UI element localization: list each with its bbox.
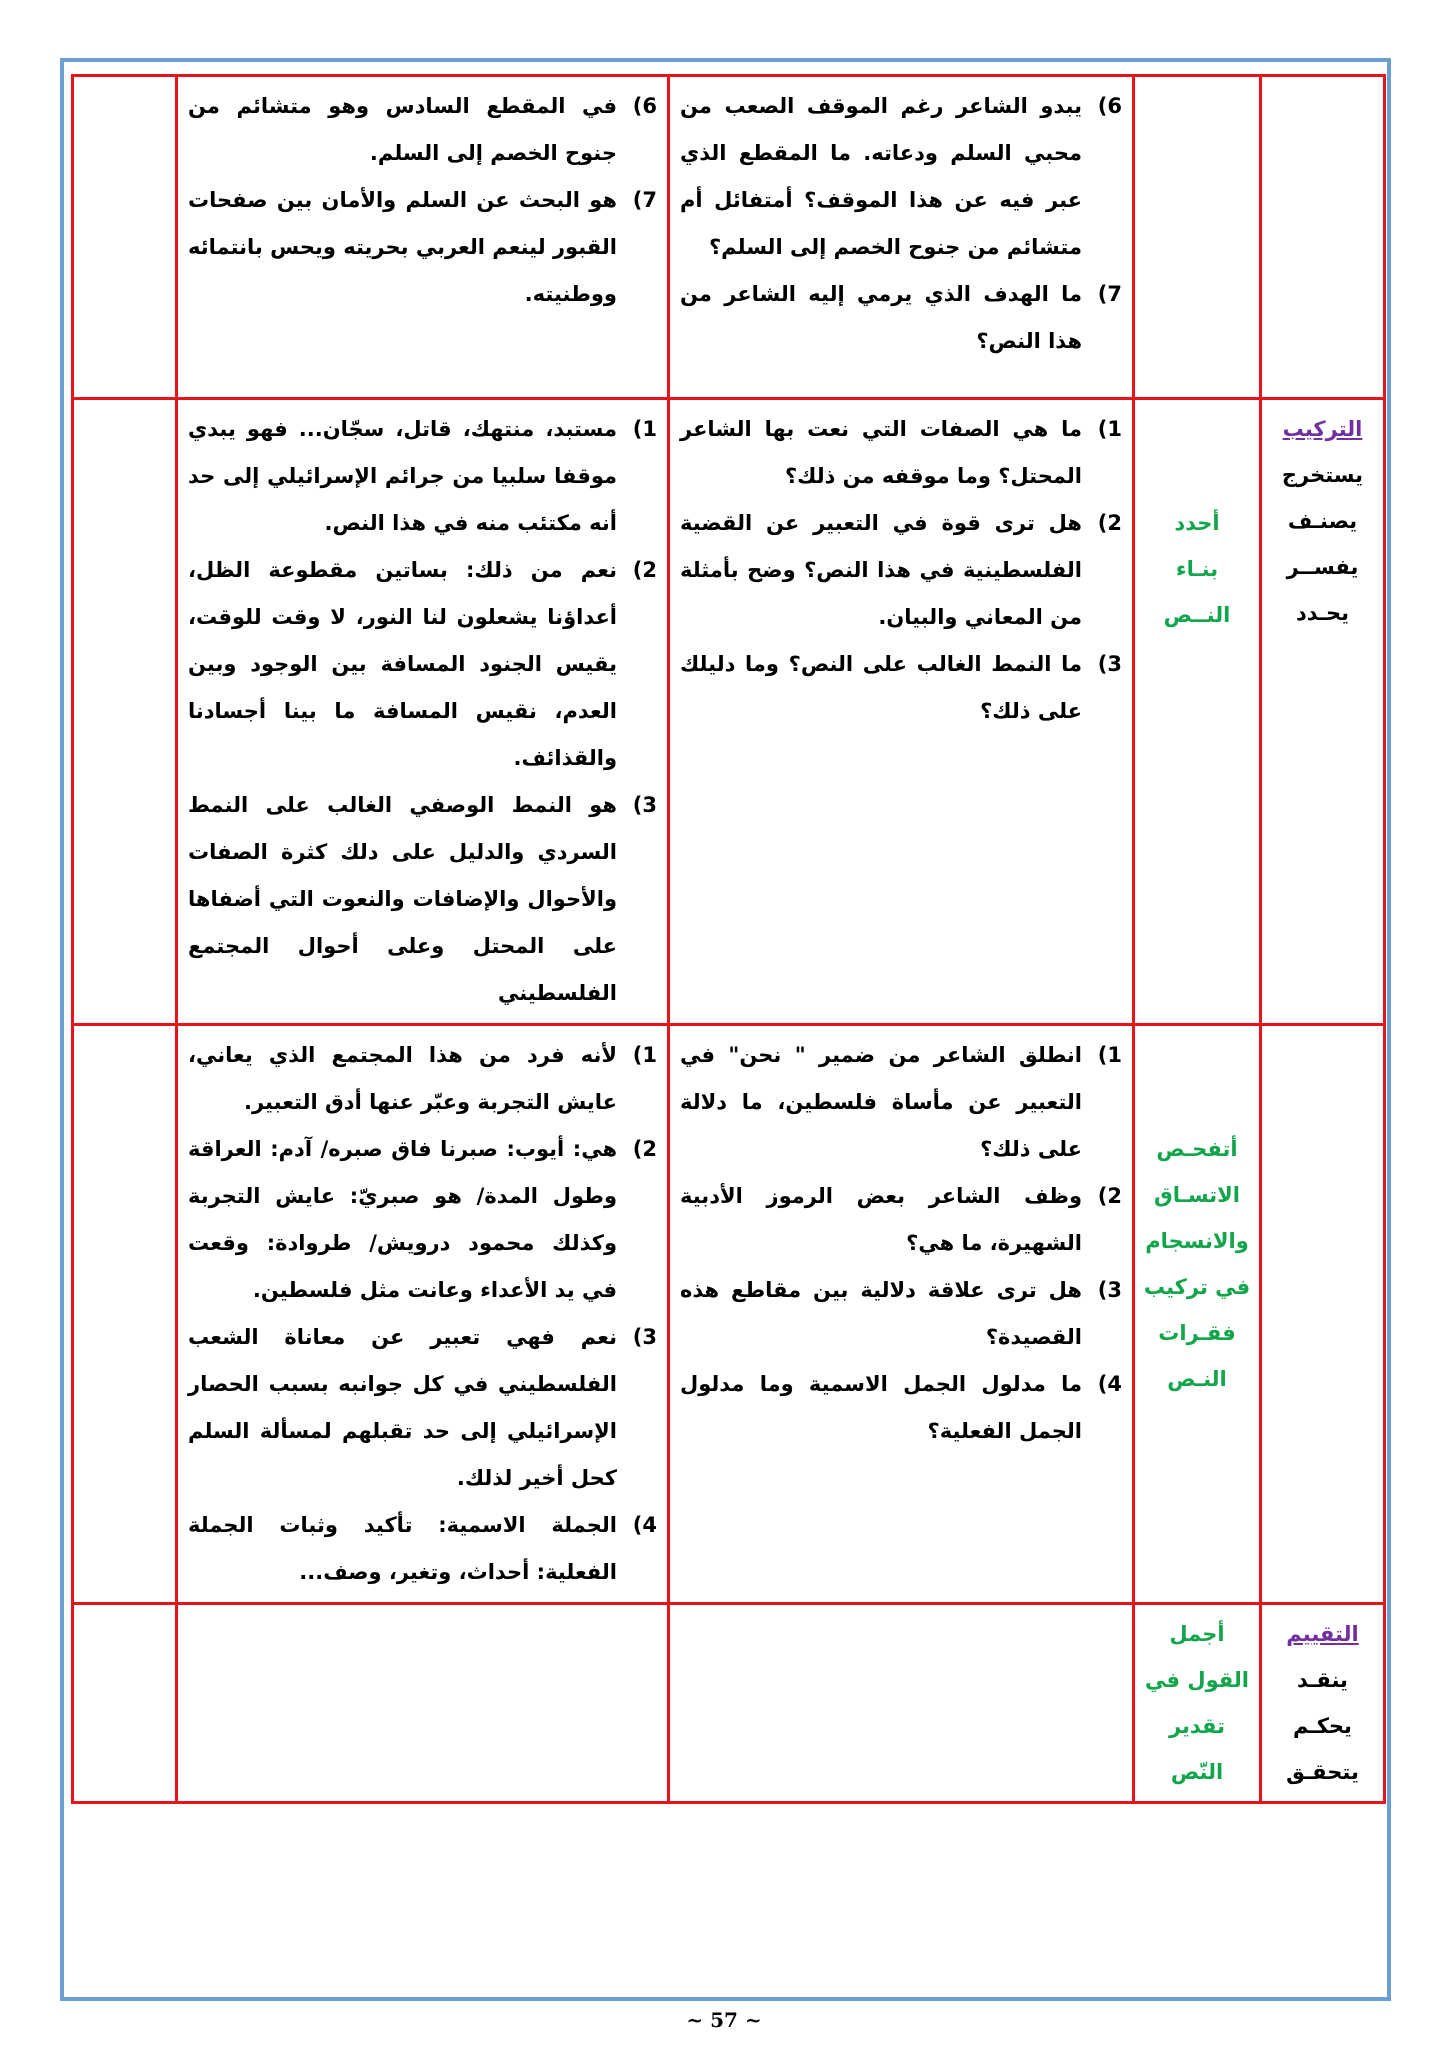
- skill-verb: يصنـف: [1287, 509, 1358, 533]
- item-number: 1): [1097, 1043, 1122, 1067]
- question-text: ما الهدف الذي يرمي إليه الشاعر من هذا النص؟: [680, 282, 1082, 353]
- item-number: 3): [1097, 652, 1122, 676]
- lesson-table: [71, 74, 1386, 1804]
- skill-verb: ينقـد: [1297, 1668, 1348, 1692]
- answer-text: هو البحث عن السلم والأمان بين صفحات القبور لينعم العربي بحريته ويحس بانتمائه ووطنيته.: [188, 188, 617, 306]
- goal-line: والانسجام: [1145, 1229, 1249, 1253]
- table-row: [73, 1604, 1385, 1803]
- skill-cell: [1261, 76, 1385, 399]
- question-item: [680, 1267, 1122, 1361]
- goal-line: النـص: [1167, 1367, 1227, 1391]
- question-item: [680, 1361, 1122, 1455]
- answer-item: [188, 406, 657, 547]
- goal-line: في تركيب: [1143, 1275, 1251, 1299]
- answer-item: [188, 1314, 657, 1502]
- answer-item: [188, 1126, 657, 1314]
- skill-verb: يفســر: [1286, 555, 1359, 579]
- goal-line: القول في: [1145, 1668, 1249, 1692]
- skill-verb: يحـدد: [1295, 601, 1350, 625]
- table-row: [73, 76, 1385, 399]
- answers-cell: [177, 1025, 669, 1604]
- item-number: 1): [632, 417, 657, 441]
- goal-line: بنـاء: [1175, 557, 1219, 581]
- item-number: 6): [632, 94, 657, 118]
- question-text: انطلق الشاعر من ضمير " نحن" في التعبير عن مأساة فلسطين، ما دلالة على ذلك؟: [680, 1043, 1082, 1161]
- answer-text: نعم من ذلك: بساتين مقطوعة الظل، أعداؤنا يشعلون لنا النور، لا وقت للوقت، يقيس الجنود المسافة بين الوجود وبين العدم، نقيس المسافة ما بينا أجسادنا والقذائف.: [188, 558, 617, 770]
- answer-item: [188, 83, 657, 177]
- question-text: وظف الشاعر بعض الرموز الأدبية الشهيرة، ما هي؟: [680, 1184, 1082, 1255]
- answer-item: [188, 1502, 657, 1596]
- answer-text: هي: أيوب: صبرنا فاق صبره/ آدم: العراقة وطول المدة/ هو صبريّ: عايش التجربة وكذلك محمود درويش/ طروادة: وقعت في يد الأعداء وعانت مثل فلسطين.: [188, 1137, 617, 1302]
- goal-line: أتفحـص: [1156, 1137, 1238, 1161]
- questions-cell: [669, 399, 1134, 1025]
- answer-text: لأنه فرد من هذا المجتمع الذي يعاني، عايش التجربة وعبّر عنها أدق التعبير.: [188, 1043, 617, 1114]
- answer-text: الجملة الاسمية: تأكيد وثبات الجملة الفعلية: أحداث، وتغير، وصف...: [188, 1513, 617, 1584]
- item-number: 1): [632, 1043, 657, 1067]
- item-number: 7): [1097, 282, 1122, 306]
- question-text: ما النمط الغالب على النص؟ وما دليلك على ذلك؟: [680, 652, 1082, 723]
- skill-verb: يستخرج: [1281, 463, 1364, 487]
- goal-line: الاتسـاق: [1154, 1183, 1240, 1207]
- question-item: [680, 1032, 1122, 1173]
- skill-verb: يحكـم: [1293, 1714, 1352, 1738]
- item-number: 3): [632, 1325, 657, 1349]
- goal-cell: [1134, 76, 1261, 399]
- question-text: ما مدلول الجمل الاسمية وما مدلول الجمل الفعلية؟: [680, 1372, 1082, 1443]
- goal-line: أجمل: [1169, 1622, 1225, 1646]
- notes-cell: [73, 1025, 177, 1604]
- item-number: 2): [1097, 511, 1122, 535]
- skill-verb: يتحقـق: [1286, 1760, 1359, 1784]
- item-number: 3): [632, 793, 657, 817]
- question-item: [680, 406, 1122, 500]
- question-item: [680, 641, 1122, 735]
- answer-text: في المقطع السادس وهو متشائم من جنوح الخصم إلى السلم.: [188, 94, 617, 165]
- answers-cell: [177, 1604, 669, 1803]
- answer-item: [188, 177, 657, 318]
- answers-cell: [177, 399, 669, 1025]
- question-text: هل ترى قوة في التعبير عن القضية الفلسطينية في هذا النص؟ وضح بأمثلة من المعاني والبيان.: [680, 511, 1082, 629]
- questions-cell: [669, 1025, 1134, 1604]
- goal-line: أحدد: [1174, 511, 1220, 535]
- goal-line: النــص: [1163, 603, 1231, 627]
- question-item: [680, 83, 1122, 271]
- skill-cell: [1261, 1604, 1385, 1803]
- goal-line: فقـرات: [1158, 1321, 1236, 1345]
- skill-cell: [1261, 399, 1385, 1025]
- skill-title: التقييم: [1286, 1622, 1359, 1646]
- item-number: 2): [1097, 1184, 1122, 1208]
- goal-cell: [1134, 399, 1261, 1025]
- notes-cell: [73, 1604, 177, 1803]
- question-text: هل ترى علاقة دلالية بين مقاطع هذه القصيدة؟: [680, 1278, 1082, 1349]
- notes-cell: [73, 399, 177, 1025]
- question-text: ما هي الصفات التي نعت بها الشاعر المحتل؟ وما موقفه من ذلك؟: [680, 417, 1082, 488]
- goal-cell: [1134, 1025, 1261, 1604]
- item-number: 4): [632, 1513, 657, 1537]
- answer-item: [188, 782, 657, 1017]
- table-row: [73, 399, 1385, 1025]
- skill-title: التركيب: [1282, 417, 1363, 441]
- item-number: 4): [1097, 1372, 1122, 1396]
- answer-text: مستبد، منتهك، قاتل، سجّان... فهو يبدي موقفا سلبيا من جرائم الإسرائيلي إلى حد أنه مكتئب منه في هذا النص.: [188, 417, 617, 535]
- goal-line: تقدير: [1168, 1714, 1226, 1738]
- item-number: 2): [632, 1137, 657, 1161]
- question-item: [680, 1173, 1122, 1267]
- questions-cell: [669, 76, 1134, 399]
- notes-cell: [73, 76, 177, 399]
- questions-cell: [669, 1604, 1134, 1803]
- question-item: [680, 500, 1122, 641]
- goal-cell: [1134, 1604, 1261, 1803]
- item-number: 6): [1097, 94, 1122, 118]
- item-number: 3): [1097, 1278, 1122, 1302]
- page-number: ~ 57 ~: [686, 2008, 762, 2032]
- answer-text: نعم فهي تعبير عن معاناة الشعب الفلسطيني في كل جوانبه بسبب الحصار الإسرائيلي إلى حد تقبلهم لمسألة السلم كحل أخير لذلك.: [188, 1325, 617, 1490]
- answers-cell: [177, 76, 669, 399]
- item-number: 2): [632, 558, 657, 582]
- item-number: 7): [632, 188, 657, 212]
- answer-text: هو النمط الوصفي الغالب على النمط السردي والدليل على دلك كثرة الصفات والأحوال والإضافات والنعوت التي أضفاها على المحتل وعلى أحوال المجتمع الفلسطيني: [188, 793, 617, 1005]
- item-number: 1): [1097, 417, 1122, 441]
- question-text: يبدو الشاعر رغم الموقف الصعب من محبي السلم ودعاته. ما المقطع الذي عبر فيه عن هذا الموقف؟ أمتفائل أم متشائم من جنوح الخصم إلى السلم؟: [680, 94, 1082, 259]
- skill-cell: [1261, 1025, 1385, 1604]
- question-item: [680, 271, 1122, 365]
- answer-item: [188, 547, 657, 782]
- answer-item: [188, 1032, 657, 1126]
- goal-line: النّص: [1170, 1760, 1224, 1784]
- table-row: [73, 1025, 1385, 1604]
